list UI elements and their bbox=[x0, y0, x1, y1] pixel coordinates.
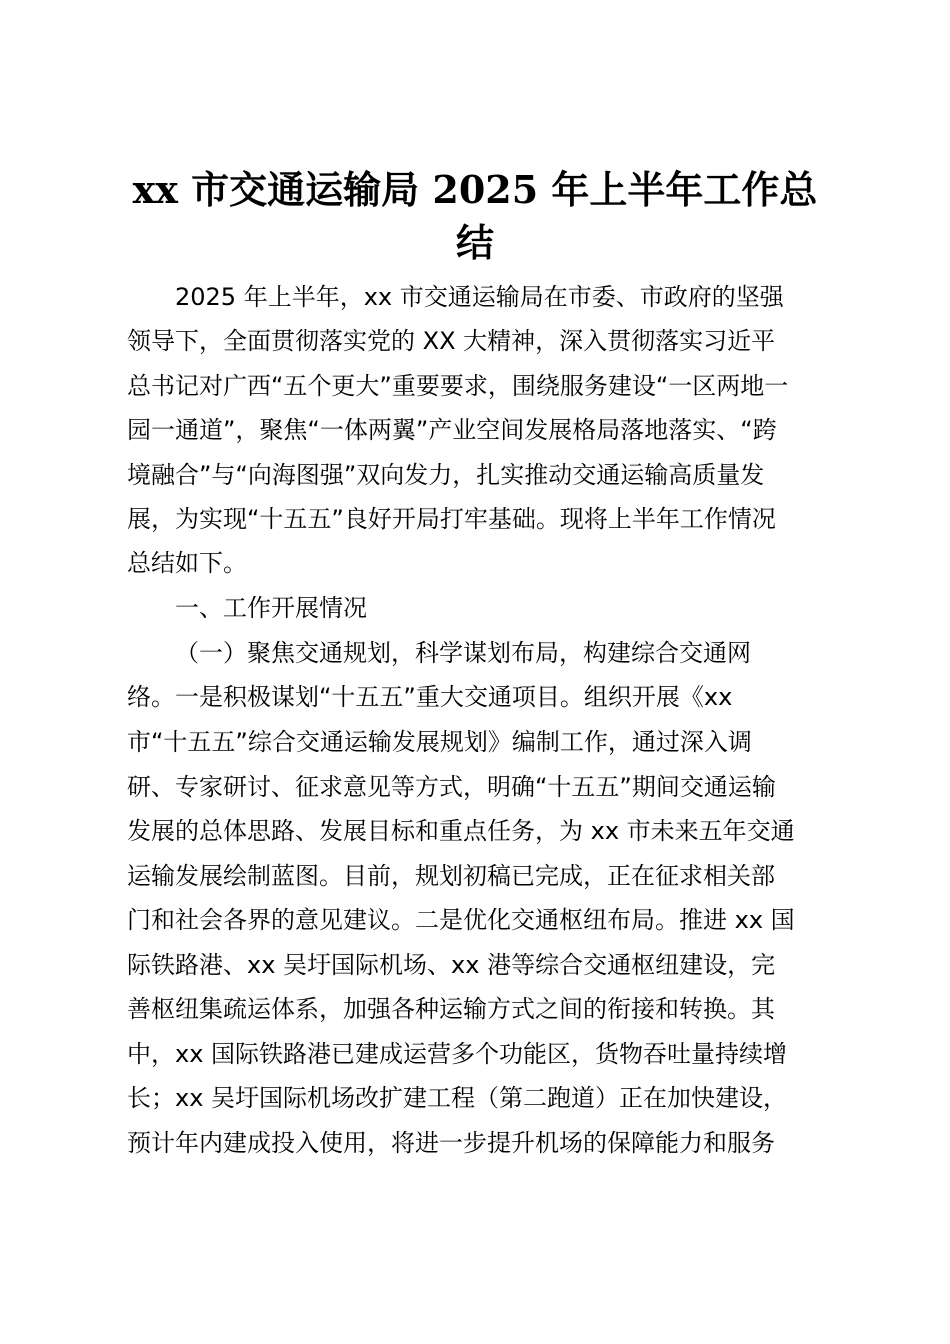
paragraph-line: 展，为实现“十五五”良好开局打牢基础。现将上半年工作情况 bbox=[127, 505, 776, 533]
paragraph-line: 研、专家研讨、征求意见等方式，明确“十五五”期间交通运输 bbox=[127, 773, 776, 801]
paragraph-line: 门和社会各界的意见建议。二是优化交通枢纽布局。推进 xx 国 bbox=[127, 906, 795, 934]
section-heading: 一、工作开展情况 bbox=[175, 594, 367, 622]
paragraph-line: 总结如下。 bbox=[127, 549, 247, 577]
paragraph-line: 园一通道”，聚焦“一体两翼”产业空间发展格局落地落实、“跨 bbox=[127, 416, 777, 444]
paragraph-line: 市“十五五”综合交通运输发展规划》编制工作，通过深入调 bbox=[127, 728, 752, 756]
document-title-line-2: 结 bbox=[455, 220, 494, 265]
paragraph-line: 中，xx 国际铁路港已建成运营多个功能区，货物吞吐量持续增 bbox=[127, 1040, 788, 1068]
paragraph-line: 2025 年上半年，xx 市交通运输局在市委、市政府的坚强 bbox=[175, 283, 784, 311]
paragraph-line: 运输发展绘制蓝图。目前，规划初稿已完成，正在征求相关部 bbox=[127, 862, 775, 890]
paragraph-line: 发展的总体思路、发展目标和重点任务，为 xx 市未来五年交通 bbox=[127, 817, 795, 845]
paragraph-line: 总书记对广西“五个更大”重要要求，围绕服务建设“一区两地一 bbox=[127, 372, 789, 400]
paragraph-line: （一）聚焦交通规划，科学谋划布局，构建综合交通网 bbox=[175, 639, 751, 667]
paragraph-line: 长；xx 吴圩国际机场改扩建工程（第二跑道）正在加快建设， bbox=[127, 1084, 788, 1112]
paragraph-line: 善枢纽集疏运体系，加强各种运输方式之间的衔接和转换。其 bbox=[127, 995, 775, 1023]
document-title-line-1: xx 市交通运输局 2025 年上半年工作总 bbox=[132, 167, 818, 212]
paragraph-line: 际铁路港、xx 吴圩国际机场、xx 港等综合交通枢纽建设，完 bbox=[127, 951, 776, 979]
paragraph-line: 络。一是积极谋划“十五五”重大交通项目。组织开展《xx bbox=[127, 683, 733, 711]
paragraph-line: 领导下，全面贯彻落实党的 XX 大精神，深入贯彻落实习近平 bbox=[127, 327, 776, 355]
paragraph-line: 预计年内建成投入使用，将进一步提升机场的保障能力和服务 bbox=[127, 1129, 775, 1157]
paragraph-line: 境融合”与“向海图强”双向发力，扎实推动交通运输高质量发 bbox=[127, 461, 765, 489]
